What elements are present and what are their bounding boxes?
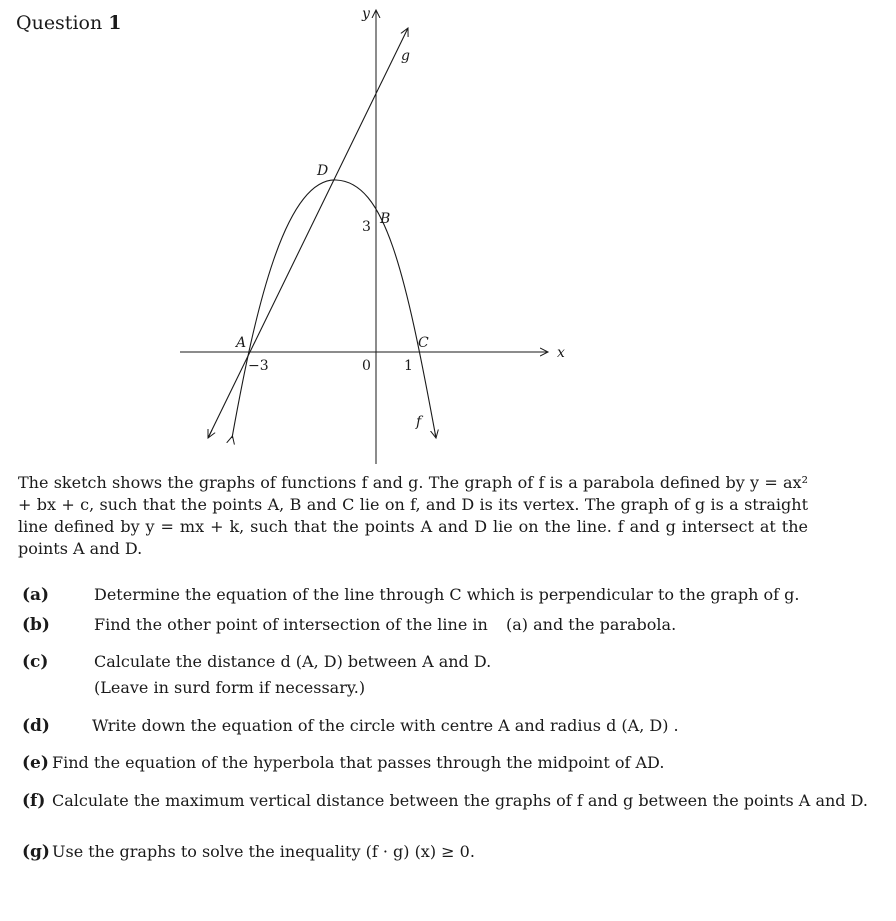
- f-curve-label: f: [416, 414, 422, 430]
- parabola-f: [232, 180, 436, 438]
- point-c-label: C: [418, 335, 429, 351]
- question-e-text: Find the equation of the hyperbola that passes through the midpoint of AD.: [52, 753, 665, 772]
- y-axis-label: y: [362, 6, 370, 22]
- g-curve-label: g: [401, 48, 410, 64]
- question-b-text: Find the other point of intersection of the line in: [94, 615, 488, 634]
- question-number: 1: [108, 12, 122, 34]
- question-b-text-cont: (a) and the parabola.: [506, 615, 677, 634]
- question-b-label: (b): [22, 615, 50, 635]
- tick-x-neg3: −3: [248, 358, 269, 374]
- question-g-text: Use the graphs to solve the inequality (f · g) (x) ≥ 0.: [52, 842, 475, 861]
- question-word: Question: [16, 12, 103, 34]
- tick-x-0: 0: [362, 358, 371, 374]
- question-f-label: (f): [22, 791, 46, 811]
- question-e-label: (e): [22, 753, 49, 773]
- question-a-label: (a): [22, 585, 50, 605]
- line-g: [208, 28, 408, 438]
- question-c-label: (c): [22, 652, 49, 672]
- x-axis-label: x: [557, 345, 565, 361]
- question-g-label: (g): [22, 842, 50, 862]
- question-d-text: Write down the equation of the circle with centre A and radius d (A, D) .: [92, 716, 679, 735]
- question-c-note: (Leave in surd form if necessary.): [94, 678, 366, 697]
- question-a-text: Determine the equation of the line through C which is perpendicular to the graph of g.: [94, 585, 800, 604]
- question-c-text: Calculate the distance d (A, D) between A and D.: [94, 652, 492, 671]
- tick-y-3: 3: [362, 219, 371, 235]
- point-d-label: D: [317, 163, 329, 179]
- problem-description: The sketch shows the graphs of functions f and g. The graph of f is a parabola defined by y = ax² + bx + c, such that the points A, B and C lie on f, and D is its vertex. The graph of g is a straight line defined by y = mx + k, such that the points A and D lie on the line. f and g intersect at the points A and D.: [18, 473, 808, 558]
- point-b-label: B: [380, 211, 391, 227]
- tick-x-1: 1: [404, 358, 413, 374]
- point-a-label: A: [236, 335, 247, 351]
- question-f-text: Calculate the maximum vertical distance between the graphs of f and g between the points A and D.: [52, 791, 868, 810]
- question-d-label: (d): [22, 716, 50, 736]
